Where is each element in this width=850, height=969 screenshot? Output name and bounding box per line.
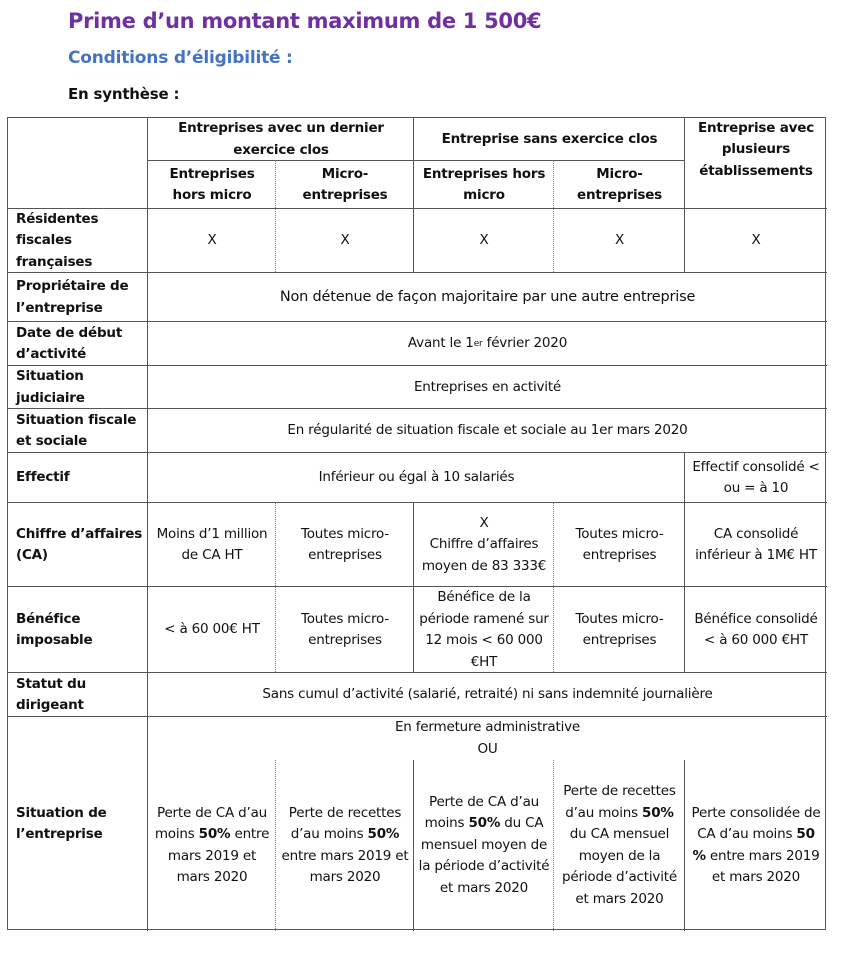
subheader-hors-micro-2: Entreprises hors micro — [422, 165, 546, 203]
situation-text: Perte de CA d’au moins — [424, 793, 539, 832]
ca-value: CA consolidé inférieur à 1M€ HT — [695, 525, 817, 563]
effectif-value: Inférieur ou égal à 10 salariés — [318, 469, 515, 486]
subheader-hors-micro-1: Entreprises hors micro — [169, 165, 255, 203]
benefice-value: Toutes micro-entreprises — [300, 610, 390, 648]
situation-ou: OU — [477, 740, 498, 757]
residentes-value: X — [207, 232, 217, 249]
date-debut-suffix: février 2020 — [482, 335, 568, 352]
situation-text: Perte de CA d’au moins — [154, 804, 267, 842]
situation-cell-4 — [554, 760, 685, 931]
ca-value-sans-exercice — [414, 503, 554, 587]
fiscale-value: En régularité de situation fiscale et sociale au 1er mars 2020 — [287, 422, 688, 439]
date-debut-value: Avant le 1 er février 2020 — [148, 322, 827, 366]
row-label-proprietaire: Propriétaire de l’entreprise — [16, 278, 129, 316]
row-label-ca: Chiffre d’affaires (CA) — [16, 525, 143, 563]
row-label-benefice: Bénéfice imposable — [16, 610, 93, 648]
ca-x-mark: X — [479, 514, 489, 531]
situation-text: entre mars 2019 et mars 2020 — [705, 847, 820, 885]
header-group-without-closed-fy: Entreprise sans exercice clos — [441, 130, 658, 147]
residentes-value: X — [479, 232, 489, 249]
situation-cell-2 — [276, 760, 414, 931]
row-label-date-debut: Date de début d’activité — [16, 324, 123, 362]
situation-top — [148, 717, 827, 760]
residentes-value: X — [614, 232, 625, 249]
situation-text: du CA mensuel moyen de la période d’activité et mars 2020 — [562, 826, 677, 907]
situation-text: Perte de recettes d’au moins — [288, 804, 402, 842]
residentes-value: X — [751, 232, 761, 249]
ca-value: Toutes micro-entreprises — [300, 525, 390, 563]
section-subtitle: Conditions d’éligibilité : — [68, 48, 293, 68]
pct-value: 50% — [198, 826, 231, 842]
situation-text: Perte de recettes d’au moins — [563, 783, 676, 821]
situation-cell-1 — [148, 760, 276, 931]
proprietaire-value: Non détenue de façon majoritaire par une autre entreprise — [279, 288, 696, 305]
pct-value: 50% — [468, 815, 501, 832]
row-label-situation: Situation de l’entreprise — [16, 804, 107, 842]
situation-text: du CA mensuel moyen de la période d’activité et mars 2020 — [418, 815, 550, 896]
row-label-effectif: Effectif — [16, 469, 70, 486]
date-debut-prefix: Avant le 1 — [407, 335, 474, 352]
situation-fermeture: En fermeture administrative — [394, 719, 581, 735]
residentes-value: X — [340, 232, 350, 249]
effectif-multi-value: Effectif consolidé < ou = à 10 — [692, 458, 820, 496]
judiciaire-value: Entreprises en activité — [413, 378, 562, 395]
ca-value: Toutes micro-entreprises — [575, 525, 664, 563]
benefice-value: < à 60 00€ HT — [164, 621, 260, 638]
row-label-statut: Statut du dirigeant — [16, 675, 86, 713]
situation-text: Perte consolidée de CA d’au moins — [691, 804, 821, 842]
situation-text: entre mars 2019 et mars 2020 — [167, 826, 270, 885]
benefice-value: Toutes micro-entreprises — [575, 610, 664, 648]
intro-label: En synthèse : — [68, 85, 180, 103]
benefice-value: Bénéfice de la période ramené sur 12 mois < 60 000 €HT — [419, 589, 549, 670]
row-label-residentes: Résidentes fiscales françaises — [16, 210, 99, 270]
statut-value: Sans cumul d’activité (salarié, retraité) ni sans indemnité journalière — [262, 686, 713, 703]
header-group-multi-establishments: Entreprise avec plusieurs établissements — [697, 119, 814, 179]
pct-value: 50% — [642, 804, 674, 821]
subheader-micro-2: Micro-entreprises — [576, 165, 662, 203]
row-label-fiscale: Situation fiscale et sociale — [16, 411, 137, 449]
situation-cell-5 — [685, 760, 827, 931]
row-label-judiciaire: Situation judiciaire — [16, 368, 85, 406]
pct-value: 50 % — [692, 826, 815, 864]
ca-detail: Chiffre d’affaires moyen de 83 333€ — [421, 536, 547, 574]
benefice-value: Bénéfice consolidé < à 60 000 €HT — [694, 610, 818, 648]
pct-value: 50% — [367, 826, 400, 842]
page-title: Prime d’un montant maximum de 1 500€ — [68, 9, 542, 33]
header-group-with-closed-fy: Entreprises avec un dernier exercice clos — [178, 120, 384, 158]
subheader-micro-1: Micro-entreprises — [302, 165, 388, 203]
ca-value: Moins d’1 million de CA HT — [156, 525, 268, 563]
situation-cell-3 — [414, 760, 554, 931]
situation-text: entre mars 2019 et mars 2020 — [281, 847, 409, 885]
eligibility-table — [7, 117, 826, 930]
